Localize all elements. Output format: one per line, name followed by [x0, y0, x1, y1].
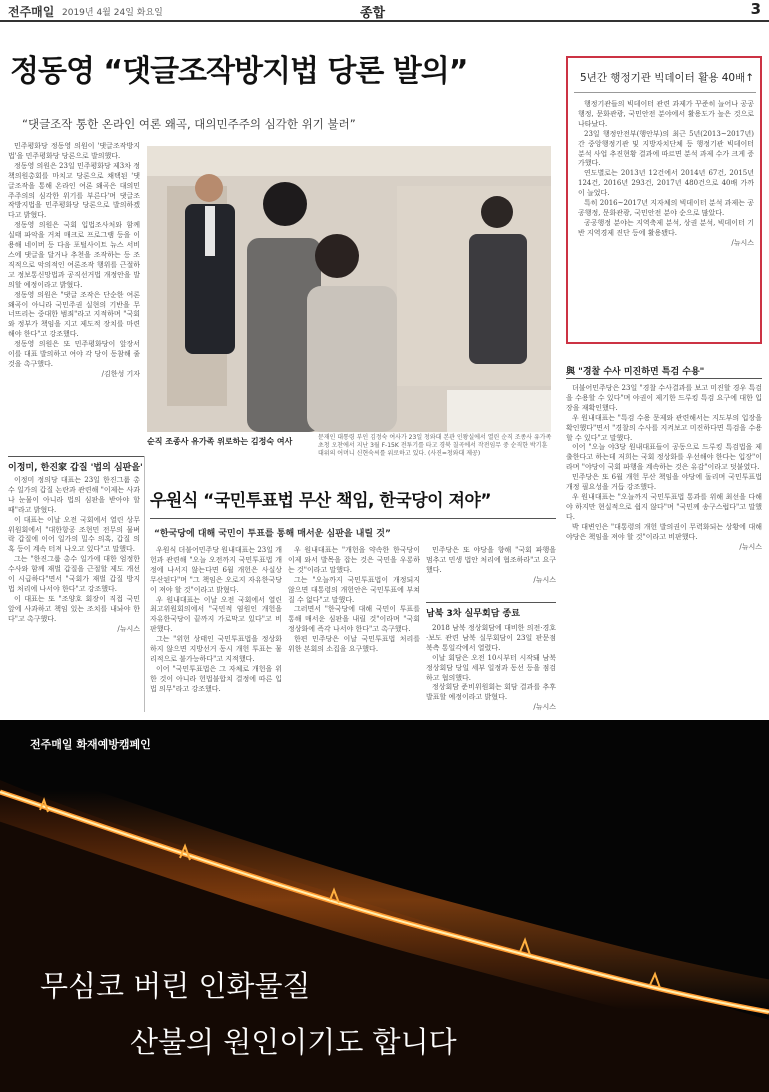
divider: [426, 602, 556, 603]
paragraph: 정동영 의원은 "댓글 조작은 단순한 여론 왜곡이 아니라 국민주권 실현의 기반을 무너뜨리는 중대한 범죄"라고 지적하며 "국회와 정부가 책임을 지고 제도적 장치를 마련해야 한다"고 강조했다.: [8, 290, 140, 339]
byline: /김한성 기자: [101, 369, 140, 378]
paragraph: 박 대변인은 "대통령의 개헌 발의권이 무력화되는 상황에 대해 야당은 책임을 져야 할 것"이라고 비판했다.: [566, 522, 762, 541]
paragraph: 이 대표는 또 "조양호 회장이 직접 국민 앞에 사과하고 책임 있는 조치를 내놔야 한다"고 촉구했다.: [8, 594, 140, 623]
paragraph: 정동영 의원은 또 민주평화당이 앞장서 이를 대표 발의하고 여야 각 당이 동참해 줄 것을 촉구했다.: [8, 340, 140, 368]
paragraph: 민주당은 또 야당을 향해 "국회 파행을 멈추고 민생 법안 처리에 협조하라"고 요구했다.: [426, 546, 556, 574]
lee-body: [8, 476, 140, 712]
woo-headline: 우원식 “국민투표법 무산 책임, 한국당이 져야”: [150, 491, 491, 511]
byline: /뉴시스: [533, 575, 556, 584]
column-rule: [144, 456, 145, 712]
police-body: [566, 384, 762, 712]
woo-body-col2: [288, 546, 420, 712]
campaign-slogan-line2: 산불의 원인이기도 합니다: [130, 1025, 457, 1059]
fire-prevention-ad: [0, 720, 769, 1092]
paragraph: 2018 남북 정상회담에 대비한 의전·경호·보도 관련 남북 실무회담이 23일 판문점 북측 통일각에서 열렸다.: [426, 624, 556, 652]
photo-caption-title: 순직 조종사 유가족 위로하는 김정숙 여사: [147, 437, 293, 446]
paragraph: 그는 "한진그룹 총수 일가에 대한 엄정한 수사와 함께 재벌 갑질을 근절할 제도 개선이 시급하다"면서 "국회가 재벌 갑질 방지법 처리에 나서야 한다"고 강조했다.: [8, 555, 140, 593]
campaign-slogan-line1: 무심코 버린 인화물질: [40, 969, 311, 1003]
police-kicker: 與 "경찰 수사 미진하면 특검 수용": [566, 367, 705, 377]
paragraph: 이어 "오늘 야3당 원내대표들이 공동으로 드루킹 특검법을 제출한다고 하는데 저희는 국회 정상화를 우선해야 한다는 입장"이라며 "야당이 국회 파행을 계속하는 것은 유감"이라고 덧붙였다.: [566, 443, 762, 472]
byline: /뉴시스: [117, 624, 140, 633]
lead-body: [8, 142, 140, 442]
paragraph: 특히 2016~2017년 지자체의 빅데이터 분석 과제는 공공행정, 문화관광, 국민안전 분야 순으로 많았다.: [578, 199, 754, 217]
paragraph: 더불어민주당은 23일 "경찰 수사결과를 보고 미진할 경우 특검을 수용할 수 있다"며 야권이 제기한 드루킹 특검 요구에 대한 입장을 재확인했다.: [566, 384, 762, 412]
lead-headline: 정동영 “댓글조작방지법 당론 발의”: [10, 54, 468, 89]
paragraph: 이정미 정의당 대표는 23일 한진그룹 총수 일가의 갑질 논란과 관련해 "이제는 사과나 눈물이 아니라 법의 심판을 받아야 할 때"라고 밝혔다.: [8, 476, 140, 514]
summit-kicker: 남북 3차 실무회담 종료: [426, 609, 520, 619]
paragraph: 이 대표는 이날 오전 국회에서 열린 상무위원회에서 "대한항공 조현민 전무의 물벼락 갑질에 이어 일가의 밀수 의혹, 갑질 의혹 등이 계속 터져 나오고 있다"고 말했다.: [8, 515, 140, 554]
paragraph: 이어 "국민투표법은 그 자체로 개헌을 위한 것이 아니라 헌법불합치 결정에 따른 입법 의무"라고 강조했다.: [150, 664, 282, 693]
divider: [566, 378, 762, 379]
paragraph: 정동영 의원은 국회 입법조사처와 함께 실태 파악을 거쳐 매크로 프로그램 등을 이용해 네이버 등 다음 포털사이트 뉴스 서비스에 댓글을 달거나 추천을 조작하는 등 조직적으로 악의적인 여론조작 행위를 근절하고 정보통신망법과 공직선거법 개정안을 발의할 예정이라고 밝혔다.: [8, 221, 140, 289]
campaign-title: 전주매일 화재예방캠페인: [30, 738, 151, 751]
paper-name: 전주매일: [8, 5, 55, 19]
paragraph: 우 원내대표는 이날 오전 국회에서 열린 최고위원회의에서 "국민적 염원인 개헌을 자유한국당이 끝까지 가로막고 있다"고 비판했다.: [150, 595, 282, 634]
summit-body: [426, 624, 556, 712]
paragraph: 우 원내대표는 "개헌을 약속한 한국당이 이제 와서 발목을 잡는 것은 국민을 우롱하는 것"이라고 말했다.: [288, 546, 420, 574]
paragraph: 민주평화당 정동영 의원이 '댓글조작방지법'을 민주평화당 당론으로 발의했다.: [8, 142, 140, 160]
box-title: 5년간 행정기관 빅데이터 활용 40배↑: [580, 72, 755, 84]
bigdata-box: [566, 56, 762, 344]
photo-illustration: [147, 146, 551, 432]
page-number: 3: [750, 0, 761, 18]
divider: [574, 92, 756, 93]
byline: /뉴시스: [533, 703, 556, 712]
byline: /뉴시스: [731, 238, 754, 247]
woo-body-col3: [426, 546, 556, 598]
paragraph: 23일 행정안전부(행안부)의 최근 5년(2013~2017년)간 중앙행정기관 및 지방자치단체 등 행정기관 빅데이터 분석 사업 추진현황 결과에 따르면 분석 과제 수가 크게 증가했다.: [578, 129, 754, 168]
paragraph: 그는 "위헌 상태인 국민투표법을 정상화하지 않으면 지방선거 동시 개헌 투표는 물리적으로 불가능하다"고 지적했다.: [150, 635, 282, 663]
divider: [8, 456, 144, 457]
woo-body-col1: [150, 546, 282, 712]
paragraph: 우 원내대표는 "오늘까지 국민투표법 통과를 위해 최선을 다해야 하지만 현실적으로 쉽지 않다"며 "국민께 송구스럽다"고 말했다.: [566, 492, 762, 521]
paragraph: 이날 회담은 오전 10시부터 시작돼 남북 정상회담 당일 세부 일정과 동선 등을 점검하고 협의했다.: [426, 653, 556, 682]
lead-subhead: “댓글조작 통한 온라인 여론 왜곡, 대의민주주의 심각한 위기 불러”: [22, 117, 356, 131]
paragraph: 정동영 의원은 23일 민주평화당 제3차 정책의원총회를 마치고 당론으로 채택된 '댓글조작을 통해 온라인 여론 왜곡은 대의민주주의의 심각한 위기를 부른다'며 댓글조작방지법을 민주평화당 당론으로 발의하겠다고 밝혔다.: [8, 161, 140, 220]
paragraph: 그는 "오늘까지 국민투표법이 개정되지 않으면 대통령의 개헌안은 국민투표에 부쳐질 수 없다"고 말했다.: [288, 575, 420, 604]
paragraph: 공공행정 분야는 지역축제 분석, 상권 분석, 빅데이터 기반 지역경제 진단 등에 활용됐다.: [578, 218, 754, 237]
news-photo: [147, 146, 551, 432]
box-body: [578, 100, 754, 336]
paragraph: 연도별로는 2013년 12건에서 2014년 67건, 2015년 124건, 2016년 293건, 2017년 480건으로 40배 가까이 늘었다.: [578, 169, 754, 198]
section-name: 종합: [360, 6, 386, 21]
byline: /뉴시스: [739, 542, 762, 551]
photo-caption-text: 문재인 대통령 부인 김정숙 여사가 23일 청와대 본관 인왕실에서 열린 순직 조종사 유가족 초청 오찬에서 지난 3월 F-15K 전투기를 타고 경북 칠곡에서 작전임무 중 순직한 박기훈 대위의 어머니 신현숙씨를 위로하고 있다. (사진=청와대 제공): [318, 434, 552, 457]
paragraph: 정상회담 준비위원회는 회담 결과를 추후 발표할 예정이라고 밝혔다.: [426, 683, 556, 702]
paragraph: 행정기관들의 빅데이터 관련 과제가 꾸준히 늘어나 공공행정, 문화관광, 국민안전 분야에서 활용도가 높은 것으로 나타났다.: [578, 100, 754, 128]
divider: [150, 518, 556, 519]
paragraph: 우원식 더불어민주당 원내대표는 23일 개헌과 관련해 "오늘 오전까지 국민투표법 개정에 나서지 않는다면 6월 개헌은 사실상 무산된다"며 "그 책임은 오로지 자유한국당이 져야 할 것"이라고 밝혔다.: [150, 546, 282, 594]
masthead: [0, 0, 769, 22]
lee-kicker: 이정미, 한진家 갑질 '법의 심판을': [8, 463, 143, 473]
issue-date: 2019년 4월 24일 화요일: [62, 8, 163, 18]
paragraph: 한편 민주당은 이날 국민투표법 처리를 위한 본회의 소집을 요구했다.: [288, 635, 420, 654]
woo-subhead: “한국당에 대해 국민이 투표를 통해 매서운 심판을 내릴 것”: [154, 529, 391, 539]
paragraph: 그러면서 "한국당에 대해 국민이 투표를 통해 매서운 심판을 내릴 것"이라며 "국회 정상화에 즉각 나서야 한다"고 촉구했다.: [288, 605, 420, 634]
paragraph: 민주당은 또 6월 개헌 무산 책임을 야당에 돌리며 국민투표법 개정 필요성을 거듭 강조했다.: [566, 473, 762, 492]
paragraph: 우 원내대표는 "특검 수용 문제와 관련해서는 지도부의 입장을 확인했다"면서 "경찰의 수사를 지켜보고 미진하다면 특검을 수용할 수 있다"고 말했다.: [566, 413, 762, 442]
